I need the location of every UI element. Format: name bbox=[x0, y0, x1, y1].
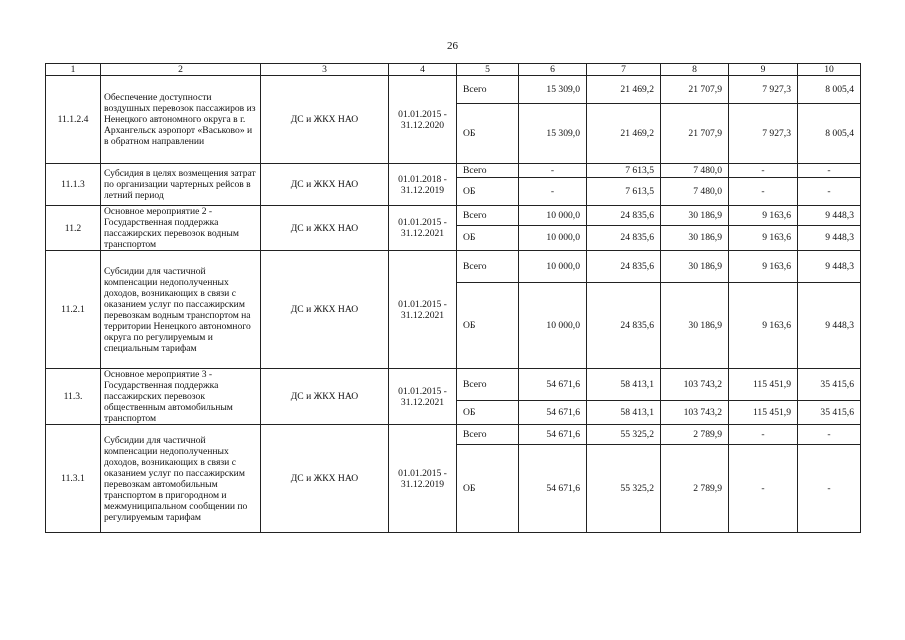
item-period: 01.01.2015 - 31.12.2021 bbox=[389, 369, 457, 425]
header-cell: 10 bbox=[798, 64, 861, 76]
value-cell: 115 451,9 bbox=[729, 400, 798, 424]
item-period: 01.01.2015 - 31.12.2021 bbox=[389, 206, 457, 251]
value-cell: 15 309,0 bbox=[519, 76, 587, 104]
value-cell: 54 671,6 bbox=[519, 445, 587, 533]
value-cell: 7 613,5 bbox=[587, 178, 661, 206]
value-cell: 24 835,6 bbox=[587, 283, 661, 369]
value-cell: 8 005,4 bbox=[798, 76, 861, 104]
value-cell: 7 927,3 bbox=[729, 76, 798, 104]
funding-source: ОБ bbox=[457, 178, 519, 206]
funding-source: ОБ bbox=[457, 104, 519, 164]
value-cell: 35 415,6 bbox=[798, 369, 861, 401]
item-number: 11.2 bbox=[46, 206, 101, 251]
value-cell: 9 163,6 bbox=[729, 251, 798, 283]
value-cell: 103 743,2 bbox=[661, 400, 729, 424]
value-cell: 54 671,6 bbox=[519, 425, 587, 445]
value-cell: - bbox=[798, 425, 861, 445]
value-cell: - bbox=[519, 164, 587, 178]
value-cell: 30 186,9 bbox=[661, 283, 729, 369]
table-row bbox=[46, 251, 861, 283]
funding-source: Всего bbox=[457, 206, 519, 226]
value-cell: 10 000,0 bbox=[519, 206, 587, 226]
value-cell: 30 186,9 bbox=[661, 206, 729, 226]
funding-source: ОБ bbox=[457, 400, 519, 424]
item-name: Основное мероприятие 2 - Государственная поддержка пассажирских перевозок водным транспортом bbox=[101, 206, 261, 251]
item-name: Субсидии для частичной компенсации недополученных доходов, возникающих в связи с оказанием услуг по пассажирским перевозкам водным транспортом на территории Ненецкого автономного округа по регулируемым и специальным тарифам bbox=[101, 251, 261, 369]
value-cell: - bbox=[519, 178, 587, 206]
value-cell: 7 927,3 bbox=[729, 104, 798, 164]
value-cell: 54 671,6 bbox=[519, 400, 587, 424]
value-cell: 58 413,1 bbox=[587, 369, 661, 401]
value-cell: - bbox=[729, 445, 798, 533]
value-cell: - bbox=[729, 425, 798, 445]
value-cell: 9 448,3 bbox=[798, 283, 861, 369]
item-number: 11.3.1 bbox=[46, 425, 101, 533]
value-cell: 10 000,0 bbox=[519, 251, 587, 283]
item-period: 01.01.2015 - 31.12.2021 bbox=[389, 251, 457, 369]
item-executor: ДС и ЖКХ НАО bbox=[261, 425, 389, 533]
value-cell: 9 448,3 bbox=[798, 206, 861, 226]
item-number: 11.2.1 bbox=[46, 251, 101, 369]
value-cell: 30 186,9 bbox=[661, 251, 729, 283]
item-executor: ДС и ЖКХ НАО bbox=[261, 164, 389, 206]
item-executor: ДС и ЖКХ НАО bbox=[261, 206, 389, 251]
header-row bbox=[46, 64, 861, 76]
value-cell: 30 186,9 bbox=[661, 225, 729, 250]
value-cell: 9 448,3 bbox=[798, 225, 861, 250]
item-period: 01.01.2015 - 31.12.2020 bbox=[389, 76, 457, 164]
header-cell: 7 bbox=[587, 64, 661, 76]
funding-source: Всего bbox=[457, 369, 519, 401]
value-cell: 21 469,2 bbox=[587, 104, 661, 164]
value-cell: 21 707,9 bbox=[661, 104, 729, 164]
funding-source: Всего bbox=[457, 425, 519, 445]
item-number: 11.1.2.4 bbox=[46, 76, 101, 164]
value-cell: - bbox=[798, 445, 861, 533]
value-cell: 115 451,9 bbox=[729, 369, 798, 401]
value-cell: 10 000,0 bbox=[519, 225, 587, 250]
header-cell: 8 bbox=[661, 64, 729, 76]
value-cell: 7 613,5 bbox=[587, 164, 661, 178]
item-number: 11.3. bbox=[46, 369, 101, 425]
value-cell: 7 480,0 bbox=[661, 178, 729, 206]
value-cell: 2 789,9 bbox=[661, 425, 729, 445]
item-executor: ДС и ЖКХ НАО bbox=[261, 369, 389, 425]
value-cell: - bbox=[798, 178, 861, 206]
item-name: Основное мероприятие 3 - Государственная поддержка пассажирских перевозок общественным автомобильным транспортом bbox=[101, 369, 261, 425]
value-cell: 21 707,9 bbox=[661, 76, 729, 104]
item-period: 01.01.2018 - 31.12.2019 bbox=[389, 164, 457, 206]
value-cell: 35 415,6 bbox=[798, 400, 861, 424]
item-executor: ДС и ЖКХ НАО bbox=[261, 76, 389, 164]
funding-source: ОБ bbox=[457, 283, 519, 369]
item-executor: ДС и ЖКХ НАО bbox=[261, 251, 389, 369]
value-cell: 58 413,1 bbox=[587, 400, 661, 424]
value-cell: 55 325,2 bbox=[587, 445, 661, 533]
header-cell: 9 bbox=[729, 64, 798, 76]
value-cell: 2 789,9 bbox=[661, 445, 729, 533]
value-cell: - bbox=[729, 178, 798, 206]
table-row bbox=[46, 425, 861, 445]
header-cell: 2 bbox=[101, 64, 261, 76]
value-cell: 10 000,0 bbox=[519, 283, 587, 369]
item-name: Субсидии для частичной компенсации недополученных доходов, возникающих в связи с оказанием услуг по пассажирским перевозкам автомобильным транспортом в пригородном и межмуниципальном сообщении по регулируемым тарифам bbox=[101, 425, 261, 533]
funding-source: Всего bbox=[457, 76, 519, 104]
header-cell: 6 bbox=[519, 64, 587, 76]
funding-source: ОБ bbox=[457, 445, 519, 533]
header-cell: 5 bbox=[457, 64, 519, 76]
table-row bbox=[46, 76, 861, 104]
funding-source: Всего bbox=[457, 251, 519, 283]
table-row bbox=[46, 206, 861, 226]
value-cell: 55 325,2 bbox=[587, 425, 661, 445]
table-row bbox=[46, 164, 861, 178]
value-cell: 8 005,4 bbox=[798, 104, 861, 164]
value-cell: 24 835,6 bbox=[587, 206, 661, 226]
item-name: Обеспечение доступности воздушных перевозок пассажиров из Ненецкого автономного округа в г. Архангельск аэропорт «Васьково» и в обратном направлении bbox=[101, 76, 261, 164]
value-cell: 54 671,6 bbox=[519, 369, 587, 401]
funding-source: ОБ bbox=[457, 225, 519, 250]
budget-table bbox=[45, 63, 861, 533]
value-cell: 103 743,2 bbox=[661, 369, 729, 401]
value-cell: 9 448,3 bbox=[798, 251, 861, 283]
value-cell: 9 163,6 bbox=[729, 283, 798, 369]
page-number: 26 bbox=[447, 40, 458, 52]
header-cell: 1 bbox=[46, 64, 101, 76]
table-row bbox=[46, 369, 861, 401]
value-cell: 7 480,0 bbox=[661, 164, 729, 178]
value-cell: 9 163,6 bbox=[729, 225, 798, 250]
item-name: Субсидия в целях возмещения затрат по организации чартерных рейсов в летний период bbox=[101, 164, 261, 206]
value-cell: 21 469,2 bbox=[587, 76, 661, 104]
item-period: 01.01.2015 - 31.12.2019 bbox=[389, 425, 457, 533]
value-cell: 9 163,6 bbox=[729, 206, 798, 226]
value-cell: - bbox=[729, 164, 798, 178]
value-cell: 15 309,0 bbox=[519, 104, 587, 164]
item-number: 11.1.3 bbox=[46, 164, 101, 206]
value-cell: 24 835,6 bbox=[587, 251, 661, 283]
header-cell: 4 bbox=[389, 64, 457, 76]
header-cell: 3 bbox=[261, 64, 389, 76]
value-cell: 24 835,6 bbox=[587, 225, 661, 250]
funding-source: Всего bbox=[457, 164, 519, 178]
value-cell: - bbox=[798, 164, 861, 178]
